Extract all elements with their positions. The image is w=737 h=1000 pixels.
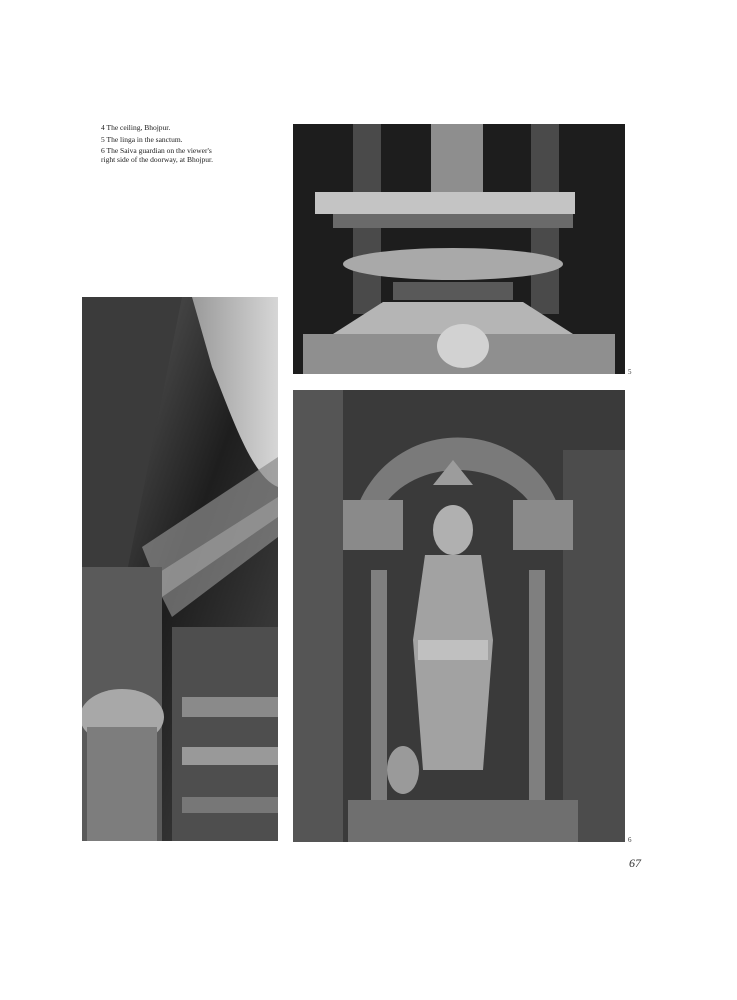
caption-4: 4 The ceiling, Bhojpur. xyxy=(101,123,171,132)
photo-saiva-guardian xyxy=(293,390,625,842)
plate-number-5: 5 xyxy=(628,368,632,376)
caption-block xyxy=(101,124,221,167)
photo-linga-sanctum xyxy=(293,124,625,374)
plate-number-6: 6 xyxy=(628,836,632,844)
photo-ceiling-bhojpur xyxy=(82,297,278,841)
caption-5: 5 The linga in the sanctum. xyxy=(101,134,183,144)
page-number: 67 xyxy=(629,856,641,870)
caption-6: 6 The Saiva guardian on the viewer's right side of the doorway, at Bhojpur. xyxy=(101,146,213,164)
